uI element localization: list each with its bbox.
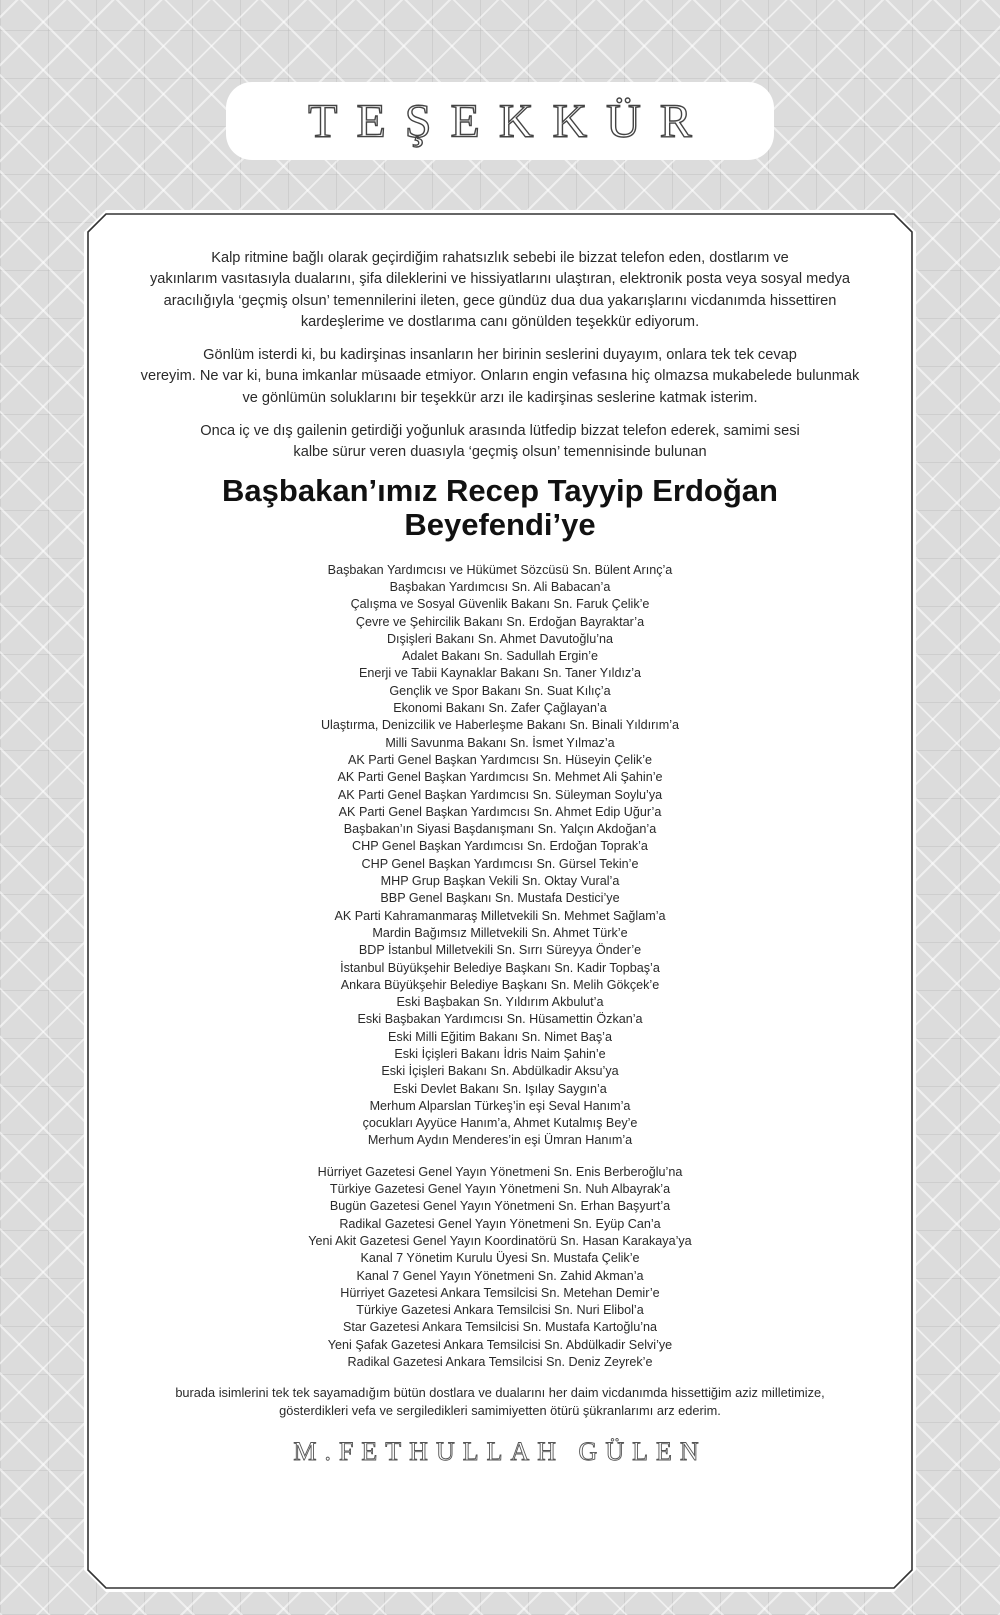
list-item: Adalet Bakanı Sn. Sadullah Ergin’e xyxy=(401,649,599,664)
text-line: yakınlarım vasıtasıyla dualarını, şifa dileklerini ve hissiyatlarını ulaştıran, elektronik posta veya sosyal medya xyxy=(149,271,850,288)
text-line: gösterdikleri vefa ve sergiledikleri samimiyetten ötürü şükranlarımı arz ederim. xyxy=(279,1402,721,1418)
list-item: Hürriyet Gazetesi Ankara Temsilcisi Sn. Metehan Demir’e xyxy=(340,1285,660,1300)
list-item: AK Parti Genel Başkan Yardımcısı Sn. Mehmet Ali Şahin’e xyxy=(337,770,663,785)
list-item: Başbakan Yardımcısı ve Hükümet Sözcüsü Sn. Bülent Arınç’a xyxy=(327,562,673,577)
list-item: AK Parti Genel Başkan Yardımcısı Sn. Hüseyin Çelik’e xyxy=(347,752,652,767)
list-item: Kanal 7 Yönetim Kurulu Üyesi Sn. Mustafa Çelik’e xyxy=(360,1251,640,1266)
list-item: Ulaştırma, Denizcilik ve Haberleşme Bakanı Sn. Binali Yıldırım’a xyxy=(320,718,680,733)
list-item: Bugün Gazetesi Genel Yayın Yönetmeni Sn. Erhan Başyurt’a xyxy=(329,1199,671,1214)
list-item: Çevre ve Şehircilik Bakanı Sn. Erdoğan Bayraktar’a xyxy=(355,614,645,629)
list-item: BDP İstanbul Milletvekili Sn. Sırrı Süreyya Önder’e xyxy=(358,943,642,958)
honoree-heading: Başbakan’ımız Recep Tayyip Erdoğan Beyefendi’ye xyxy=(222,472,778,542)
text-line: Gönlüm isterdi ki, bu kadirşinas insanların her birinin seslerini duyayım, onlara tek tek cevap xyxy=(203,347,797,364)
text-line: Kalp ritmine bağlı olarak geçirdiğim rahatsızlık sebebi ile bizzat telefon eden, dostlarım ve xyxy=(211,250,789,266)
list-item: Türkiye Gazetesi Genel Yayın Yönetmeni Sn. Nuh Albayrak’a xyxy=(329,1182,671,1197)
list-item: Mardin Bağımsız Milletvekili Sn. Ahmet Türk’e xyxy=(372,925,628,940)
list-item: MHP Grup Başkan Vekili Sn. Oktay Vural’a xyxy=(380,874,620,889)
list-item: Başbakan’ın Siyasi Başdanışmanı Sn. Yalçın Akdoğan’a xyxy=(343,822,657,837)
text-line: ve gönlümün soluklarını bir teşekkür arzı ile kadirşinas seslerine katmak isterim. xyxy=(242,389,758,406)
list-item: Enerji ve Tabii Kaynaklar Bakanı Sn. Taner Yıldız’a xyxy=(358,666,642,681)
list-item: Eski Başbakan Sn. Yıldırım Akbulut’a xyxy=(396,995,604,1010)
title-banner xyxy=(226,82,774,160)
list-item: Çalışma ve Sosyal Güvenlik Bakanı Sn. Faruk Çelik’e xyxy=(350,597,650,612)
list-item: Dışişleri Bakanı Sn. Ahmet Davutoğlu’na xyxy=(386,631,614,646)
list-item: Hürriyet Gazetesi Genel Yayın Yönetmeni Sn. Enis Berberoğlu’na xyxy=(317,1164,683,1179)
list-item: CHP Genel Başkan Yardımcısı Sn. Gürsel Tekin’e xyxy=(361,856,639,871)
text-line: kalbe sürur veren duasıyla ‘geçmiş olsun’ temennisinde bulunan xyxy=(293,444,707,461)
list-item: Eski Devlet Bakanı Sn. Işılay Saygın’a xyxy=(393,1081,607,1096)
text-line: burada isimlerini tek tek sayamadığım bütün dostlara ve dualarını her daim vicdanımda hissettiğim aziz milletimize, xyxy=(175,1385,825,1401)
text-line: Onca iç ve dış gailenin getirdiği yoğunluk arasında lütfedip bizzat telefon ederek, samimi sesi xyxy=(200,423,800,440)
list-item: Kanal 7 Genel Yayın Yönetmeni Sn. Zahid Akman’a xyxy=(356,1268,644,1283)
list-item: AK Parti Genel Başkan Yardımcısı Sn. Ahmet Edip Uğur’a xyxy=(338,804,662,819)
list-item: Yeni Şafak Gazetesi Ankara Temsilcisi Sn. Abdülkadir Selvi’ye xyxy=(327,1337,673,1352)
list-item: Eski İçişleri Bakanı İdris Naim Şahin’e xyxy=(394,1046,606,1061)
list-item: Merhum Alparslan Türkeş’in eşi Seval Hanım’a xyxy=(369,1098,631,1113)
list-item: Milli Savunma Bakanı Sn. İsmet Yılmaz’a xyxy=(385,735,615,750)
list-item: İstanbul Büyükşehir Belediye Başkanı Sn. Kadir Topbaş’a xyxy=(340,960,660,975)
list-item: Yeni Akit Gazetesi Genel Yayın Koordinatörü Sn. Hasan Karakaya’ya xyxy=(308,1233,692,1248)
list-item: çocukları Ayyüce Hanım’a, Ahmet Kutalmış Bey’e xyxy=(362,1116,638,1131)
list-item: Radikal Gazetesi Ankara Temsilcisi Sn. Deniz Zeyrek’e xyxy=(347,1355,653,1370)
list-item: AK Parti Kahramanmaraş Milletvekili Sn. Mehmet Sağlam’a xyxy=(334,908,666,923)
list-item: Başbakan Yardımcısı Sn. Ali Babacan’a xyxy=(389,579,611,594)
list-item: Eski İçişleri Bakanı Sn. Abdülkadir Aksu’ya xyxy=(381,1064,619,1079)
press-list xyxy=(130,1164,870,1372)
list-item: Eski Başbakan Yardımcısı Sn. Hüsamettin Özkan’a xyxy=(357,1012,643,1027)
text-line: vereyim. Ne var ki, buna imkanlar müsaade etmiyor. Onların engin vefasına hiç olmazsa mukabelede bulunmak xyxy=(140,368,860,385)
list-item: CHP Genel Başkan Yardımcısı Sn. Erdoğan Toprak’a xyxy=(352,839,648,854)
list-item: Merhum Aydın Menderes’in eşi Ümran Hanım’a xyxy=(367,1133,633,1148)
list-item: Radikal Gazetesi Genel Yayın Yönetmeni Sn. Eyüp Can’a xyxy=(339,1216,661,1231)
intro-paragraph-1 xyxy=(130,248,870,333)
page-title: TEŞEKKÜR xyxy=(308,94,711,148)
text-line: aracılığıyla ‘geçmiş olsun’ temennilerini ileten, gece gündüz dua dua yakarışlarını vicdanımda hissettiren xyxy=(163,292,837,309)
list-item: AK Parti Genel Başkan Yardımcısı Sn. Süleyman Soylu’ya xyxy=(337,787,663,802)
officials-list xyxy=(130,562,870,1150)
list-item: Eski Milli Eğitim Bakanı Sn. Nimet Baş’a xyxy=(388,1029,612,1044)
letter-body xyxy=(130,248,870,1467)
signature: M.FETHULLAH GÜLEN xyxy=(293,1437,707,1467)
closing-paragraph xyxy=(130,1384,870,1419)
text-line: kardeşlerime ve dostlarıma canı gönülden teşekkür ediyorum. xyxy=(300,313,700,330)
list-item: Gençlik ve Spor Bakanı Sn. Suat Kılıç’a xyxy=(389,683,611,698)
list-item: Star Gazetesi Ankara Temsilcisi Sn. Mustafa Kartoğlu’na xyxy=(342,1320,658,1335)
intro-paragraph-3 xyxy=(130,421,870,464)
list-item: Ankara Büyükşehir Belediye Başkanı Sn. Melih Gökçek’e xyxy=(340,977,660,992)
list-item: BBP Genel Başkanı Sn. Mustafa Destici’ye xyxy=(380,891,620,906)
list-item: Ekonomi Bakanı Sn. Zafer Çağlayan’a xyxy=(393,701,607,716)
list-item: Türkiye Gazetesi Ankara Temsilcisi Sn. Nuri Elibol’a xyxy=(356,1303,644,1318)
intro-paragraph-2 xyxy=(130,345,870,409)
